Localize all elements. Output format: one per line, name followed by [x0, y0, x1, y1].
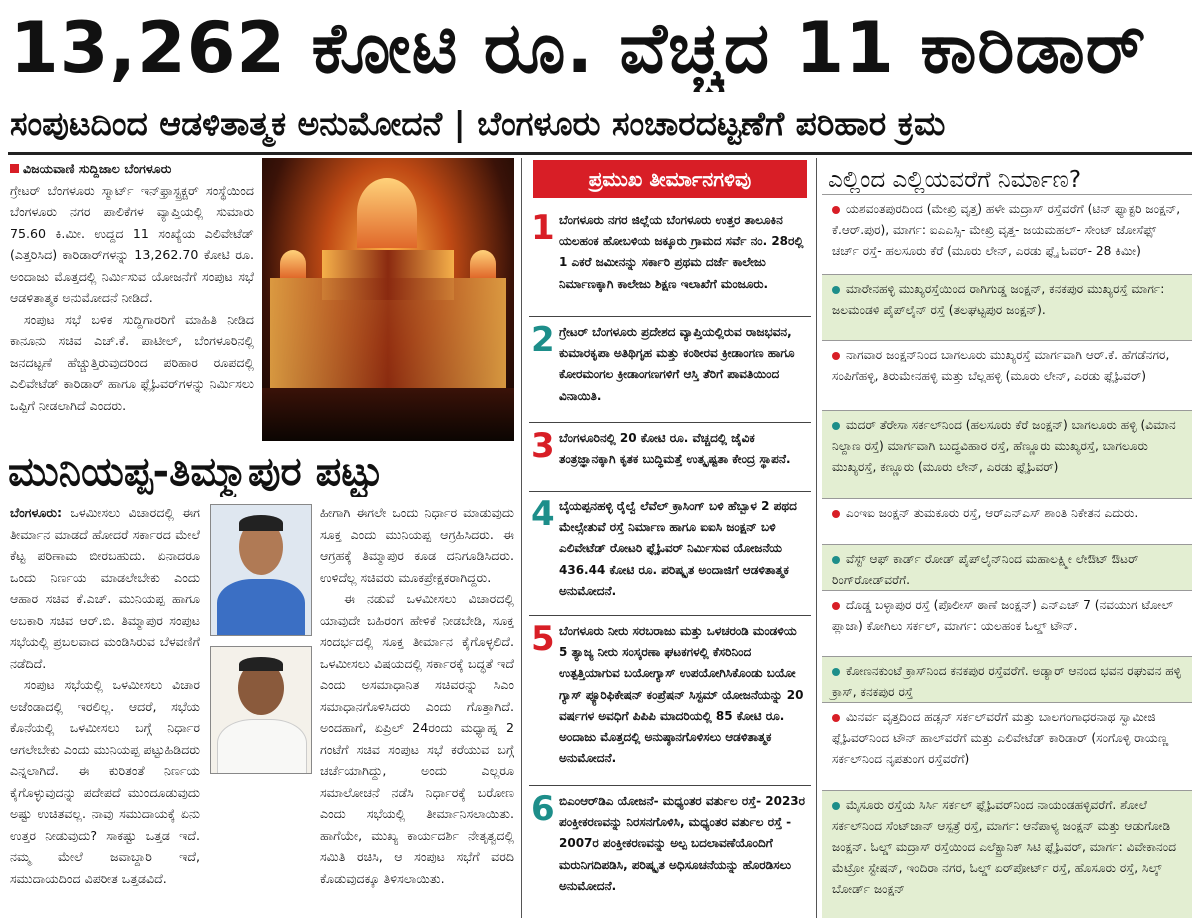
timmapur-portrait	[210, 646, 312, 774]
story2-col2-text: ಹೀಗಾಗಿ ಈಗಲೇ ಒಂದು ನಿರ್ಧಾರ ಮಾಡುವುದು ಸೂಕ್ತ ಎಂದು ಮುನಿಯಪ್ಪ ಆಗ್ರಹಿಸಿದರು. ಈ ಆಗ್ರಹಕ್ಕೆ ತಿಮ್ಮಾಪುರ ಕೂಡ ದನಿಗೂಡಿಸಿದರು. ಉಳಿದೆಲ್ಲ ಸಚಿವರು ಮೂಕಪ್ರೇಕ್ಷಕರಾಗಿದ್ದರು.	[320, 505, 514, 585]
corridor-text: ಯಶವಂತಪುರದಿಂದ (ಮೇಖ್ರಿ ವೃತ್ತ) ಹಳೇ ಮದ್ರಾಸ್ ರಸ್ತೆವರೆಗೆ (ಟಿನ್ ಫ್ಯಾಕ್ಟರಿ ಜಂಕ್ಷನ್, ಕೆ.ಆರ್.ಪುರ), ಮಾರ್ಗ: ಐಎಎಸ್ಸಿ- ಮೇಖ್ರಿ ವೃತ್ತ- ಜಯಮಹಲ್- ಸೇಂಟ್ ಜೋಸೆಫ್ಸ್ ಚರ್ಚ್ ರಸ್ತೆ- ಹಲಸೂರು ಕೆರೆ (ಮೂರು ಲೇನ್, ಎರಡು ಫ್ಲೈ ಓವರ್- 28 ಕಿಮೀ)	[832, 202, 1181, 258]
corridor-item	[822, 656, 1192, 702]
corridor-text: ಎಂಇಐ ಜಂಕ್ಷನ್ ತುಮಕೂರು ರಸ್ತೆ, ಆರ್‌ಎನ್‌ಎಸ್ ಶಾಂತಿ ನಿಕೇತನ ಎದುರು.	[846, 506, 1139, 520]
decision-number: 2	[531, 320, 555, 360]
story2-col2b-text: ಈ ನಡುವೆ ಒಳಮೀಸಲು ವಿಚಾರದಲ್ಲಿ ಯಾವುದೇ ಬಹಿರಂಗ ಹೇಳಿಕೆ ನೀಡಬೇಡಿ, ಸೂಕ್ತ ಸಂದರ್ಭದಲ್ಲಿ ಸೂಕ್ತ ತೀರ್ಮಾನ ಕೈಗೊಳ್ಳಲಿದೆ. ಒಳಮೀಸಲು ವಿಷಯದಲ್ಲಿ ಸರ್ಕಾರಕ್ಕೆ ಬದ್ಧತೆ ಇದೆ ಎಂದು ಅಸಮಾಧಾನಿತ ಸಚಿವರನ್ನು ಸಿಎಂ ಸಮಾಧಾನಗೊಳಿಸಿದರು ಎಂದು ಗೊತ್ತಾಗಿದೆ. ಅಂದಹಾಗೆ, ಏಪ್ರಿಲ್ 24ರಂದು ಮಧ್ಯಾಹ್ನ 2 ಗಂಟೆಗೆ ಸಚಿವ ಸಂಪುಟ ಸಭೆ ಕರೆಯುವ ಬಗ್ಗೆ ಚರ್ಚೆಯಾಗಿದ್ದು, ಅಂದು ಎಲ್ಲರೂ ಸಮಾಲೋಚನೆ ನಡೆಸಿ ನಿರ್ಧಾರಕ್ಕೆ ಬರೋಣ ಎಂದು ಸಭೆಯಲ್ಲಿ ತೀರ್ಮಾನಿಸಲಾಯಿತು. ಹಾಗೆಯೇ, ಮುಖ್ಯ ಕಾರ್ಯದರ್ಶಿ ನೇತೃತ್ವದಲ್ಲಿ ಸಮಿತಿ ರಚಿಸಿ, ಆ ಸಂಪುಟ ಸಭೆಗೆ ವರದಿ ಕೊಡುವುದಕ್ಕೂ ತಿಳಿಸಲಾಯಿತು.	[320, 591, 514, 886]
decision-item	[529, 789, 811, 917]
decision-number: 4	[531, 494, 555, 534]
column-rule	[521, 158, 522, 918]
decision-text: ಬೆಂಗಳೂರು ನಗರ ಜಿಲ್ಲೆಯ ಬೆಂಗಳೂರು ಉತ್ತರ ತಾಲೂಕಿನ ಯಲಹಂಕ ಹೋಬಳಿಯ ಜಕ್ಕೂರು ಗ್ರಾಮದ ಸರ್ವೆ ನಂ. 28ರಲ್ಲಿ 1 ಎಕರೆ ಜಮೀನನ್ನು ಸರ್ಕಾರಿ ಪ್ರಥಮ ದರ್ಜೆ ಕಾಲೇಜು ನಿರ್ಮಾಣಕ್ಕಾಗಿ ಕಾಲೇಜು ಶಿಕ್ಷಣ ಇಲಾಖೆಗೆ ಮಂಜೂರು.	[559, 213, 804, 291]
bullet-icon	[832, 352, 840, 360]
decision-item	[529, 208, 811, 318]
decision-number: 3	[531, 426, 555, 466]
separator	[529, 316, 811, 317]
decision-item	[529, 494, 811, 614]
corridor-text: ಮದರ್ ತೆರೇಸಾ ಸರ್ಕಲ್‌ನಿಂದ (ಹಲಸೂರು ಕೆರೆ ಜಂಕ್ಷನ್) ಬಾಗಲೂರು ಹಳ್ಳಿ (ವಿಮಾನ ನಿಲ್ದಾಣ ರಸ್ತೆ) ಮಾರ್ಗವಾಗಿ ಬುದ್ಧವಿಹಾರ ರಸ್ತೆ, ಹೆಣ್ಣೂರು ಮುಖ್ಯರಸ್ತೆ, ಬಾಗಲೂರು ಮುಖ್ಯರಸ್ತೆ, ಕಣ್ಣೂರು (ಮೂರು ಲೇನ್, ಎರಡು ಫ್ಲೈಓವರ್)	[832, 418, 1176, 474]
corridor-item	[822, 544, 1192, 590]
decision-text: ಬೈಯಪ್ಪನಹಳ್ಳಿ ರೈಲ್ವೆ ಲೆವೆಲ್ ಕ್ರಾಸಿಂಗ್ ಬಳಿ ಹೆಬ್ಬಾಳ 2 ಪಥದ ಮೇಲ್ಸೇತುವೆ ರಸ್ತೆ ನಿರ್ಮಾಣ ಹಾಗೂ ಐಐಸಿ ಜಂಕ್ಷನ್ ಬಳಿ ಎಲಿವೇಟೆಡ್ ರೋಟರಿ ಫ್ಲೈಓವರ್ ನಿರ್ಮಿಸುವ ಯೋಜನೆಯ 436.44 ಕೋಟಿ ರೂ. ಪರಿಷ್ಕೃತ ಅಂದಾಜಿಗೆ ಆಡಳಿತಾತ್ಮಕ ಅನುಮೋದನೆ.	[559, 499, 797, 598]
decision-number: 6	[531, 789, 555, 829]
story2-byline: ಬೆಂಗಳೂರು:	[10, 505, 63, 520]
story2-col1	[10, 502, 200, 916]
story2-title: ಮುನಿಯಪ್ಪ-ತಿಮ್ಮಾಪುರ ಪಟ್ಟು	[8, 449, 383, 495]
corridor-item	[822, 274, 1192, 340]
column-rule	[816, 158, 817, 918]
story2-col2	[320, 502, 514, 916]
bullet-icon	[832, 206, 840, 214]
corridor-item	[822, 790, 1192, 918]
corridor-text: ವೆಸ್ಟ್ ಆಫ್ ಕಾರ್ಡ್ ರೋಡ್ ಪೈಪ್‌ಲೈನ್‌ನಿಂದ ಮಹಾಲಕ್ಷ್ಮೀ ಲೇಔಟ್ ಔಟರ್ ರಿಂಗ್‌ರೋಡ್‌ವರೆಗೆ.	[832, 552, 1139, 587]
corridor-item	[822, 340, 1192, 410]
separator	[529, 422, 811, 423]
decision-text: ಬೆಂಗಳೂರಿನಲ್ಲಿ 20 ಕೋಟಿ ರೂ. ವೆಚ್ಚದಲ್ಲಿ ಜೈವಿಕ ತಂತ್ರಜ್ಞಾನಕ್ಕಾಗಿ ಕೃತಕ ಬುದ್ಧಿಮತ್ತೆ ಉತ್ಕೃಷ್ಟತಾ ಕೇಂದ್ರ ಸ್ಥಾಪನೆ.	[559, 431, 791, 467]
divider	[8, 152, 1192, 155]
lead-story	[10, 158, 254, 444]
corridor-text: ಮೈಸೂರು ರಸ್ತೆಯ ಸಿರ್ಸಿ ಸರ್ಕಲ್ ಫ್ಲೈಓವರ್‌ನಿಂದ ನಾಯಂಡಹಳ್ಳಿವರೆಗೆ. ಶೋಲೆ ಸರ್ಕಲ್‌ನಿಂದ ಸೆಂಟ್‌ಜಾನ್ ಆಸ್ಪತ್ರೆ ರಸ್ತೆ, ಮಾರ್ಗ: ಆನೆಪಾಳ್ಯ ಜಂಕ್ಷನ್ ಮತ್ತು ಆಡುಗೋಡಿ ಜಂಕ್ಷನ್. ಓಲ್ಡ್ ಮದ್ರಾಸ್ ರಸ್ತೆಯಿಂದ ಎಲೆಕ್ಟ್ರಾನಿಕ್ ಸಿಟಿ ಫ್ಲೈಓವರ್, ಮಾರ್ಗ: ವಿವೇಕಾನಂದ ಮೆಟ್ರೋ ಸ್ಟೇಷನ್, ಇಂದಿರಾ ನಗರ, ಓಲ್ಡ್ ಏರ್‌ಪೋರ್ಟ್ ರಸ್ತೆ, ಹೊಸೂರು ರಸ್ತೆ, ಸಿಲ್ಕ್ ಬೋರ್ಡ್ ಜಂಕ್ಷನ್	[832, 798, 1177, 896]
bullet-icon	[832, 510, 840, 518]
corridor-text: ಮಾರೇನಹಳ್ಳಿ ಮುಖ್ಯರಸ್ತೆಯಿಂದ ರಾಗಿಗುಡ್ಡ ಜಂಕ್ಷನ್, ಕನಕಪುರ ಮುಖ್ಯರಸ್ತೆ ಮಾರ್ಗ: ಜಲಮಂಡಳಿ ಪೈಪ್‌ಲೈನ್ ರಸ್ತೆ (ತಲಘಟ್ಟಪುರ ಜಂಕ್ಷನ್).	[832, 282, 1165, 317]
headline: 13,262 ಕೋಟಿ ರೂ. ವೆಚ್ಚದ 11 ಕಾರಿಡಾರ್	[10, 7, 1147, 89]
decision-number: 5	[531, 619, 555, 659]
decision-text: ಬೆಂಗಳೂರು ನೀರು ಸರಬರಾಜು ಮತ್ತು ಒಳಚರಂಡಿ ಮಂಡಳಿಯ 5 ತ್ಯಾಜ್ಯ ನೀರು ಸಂಸ್ಕರಣಾ ಘಟಕಗಳಲ್ಲಿ ಕೆಸರಿನಿಂದ ಉತ್ಪತ್ತಿಯಾಗುವ ಬಯೋಗ್ಯಾಸ್ ಉಪಯೋಗಿಸಿಕೊಂಡು ಬಯೋ ಗ್ಯಾಸ್ ಪ್ಯೂರಿಫಿಕೇಷನ್ ಕಂಪ್ರೆಷನ್ ಸಿಸ್ಟಮ್ ಯೋಜನೆಯನ್ನು 20 ವರ್ಷಗಳ ಅವಧಿಗೆ ಪಿಪಿಪಿ ಮಾದರಿಯಲ್ಲಿ 85 ಕೋಟಿ ರೂ. ಅಂದಾಜು ಮೊತ್ತದಲ್ಲಿ ಅನುಷ್ಠಾನಗೊಳಿಸಲು ಆಡಳಿತಾತ್ಮಕ ಅನುಮೋದನೆ.	[559, 624, 804, 766]
corridor-text: ದೊಡ್ಡ ಬಳ್ಳಾಪುರ ರಸ್ತೆ (ಪೊಲೀಸ್ ಠಾಣೆ ಜಂಕ್ಷನ್) ಎನ್‌ಎಚ್ 7 (ನವಯುಗ ಟೋಲ್ ಪ್ಲಾಜಾ) ಕೋಗಿಲು ಸರ್ಕಲ್, ಮಾರ್ಗ: ಯಲಹಂಕ ಓಲ್ಡ್ ಟೌನ್.	[832, 598, 1174, 633]
corridor-item	[822, 702, 1192, 790]
corridors-title: ಎಲ್ಲಿಂದ ಎಲ್ಲಿಯವರೆಗೆ ನಿರ್ಮಾಣ?	[828, 167, 1082, 193]
story2-col1-text: ಒಳಮೀಸಲು ವಿಚಾರದಲ್ಲಿ ಈಗ ತೀರ್ಮಾನ ಮಾಡದೆ ಹೋದರೆ ಸರ್ಕಾರದ ಮೇಲೆ ಕೆಟ್ಟ ಪರಿಣಾಮ ಬೀರಬಹುದು. ಏನಾದರೂ ಒಂದು ನಿರ್ಣಯ ಮಾಡಲೇಬೇಕು ಎಂದು ಆಹಾರ ಸಚಿವ ಕೆ.ಎಚ್. ಮುನಿಯಪ್ಪ ಹಾಗೂ ಅಬಕಾರಿ ಸಚಿವ ಆರ್.ಬಿ. ತಿಮ್ಮಾಪುರ ಸಂಪುಟ ಸಭೆಯಲ್ಲಿ ಪ್ರಬಲವಾದ ಮಂಡಿಸಿರುವ ಬೆಳವಣಿಗೆ ನಡೆದಿದೆ.	[10, 505, 200, 671]
square-icon	[10, 164, 19, 173]
corridor-item	[822, 194, 1192, 274]
separator	[529, 785, 811, 786]
lead-paragraph-1: ಗ್ರೇಟರ್ ಬೆಂಗಳೂರು ಸ್ಮಾರ್ಟ್ ಇನ್‌ಫ್ರಾಸ್ಟ್ರಕ್ಚರ್ ಸಂಸ್ಥೆಯಿಂದ ಬೆಂಗಳೂರು ನಗರ ಪಾಲಿಕೆಗಳ ವ್ಯಾಪ್ತಿಯಲ್ಲಿ ಸುಮಾರು 75.60 ಕಿ.ಮೀ. ಉದ್ದದ 11 ಸಂಖ್ಯೆಯ ಎಲಿವೇಟೆಡ್ (ಎತ್ತರಿಸಿದ) ಕಾರಿಡಾರ್‌ಗಳನ್ನು 13,262.70 ಕೋಟಿ ರೂ. ಅಂದಾಜು ಮೊತ್ತದಲ್ಲಿ ನಿರ್ಮಿಸುವ ಯೋಜನೆಗೆ ಸಂಪುಟ ಸಭೆ ಆಡಳಿತಾತ್ಮಕ ಅನುಮೋದನೆ ನೀಡಿದೆ.	[10, 182, 254, 305]
byline: ವಿಜಯವಾಣಿ ಸುದ್ದಿಜಾಲ ಬೆಂಗಳೂರು	[23, 161, 172, 176]
bullet-icon	[832, 802, 840, 810]
bullet-icon	[832, 602, 840, 610]
decision-item	[529, 320, 811, 420]
decision-text: ಗ್ರೇಟರ್ ಬೆಂಗಳೂರು ಪ್ರದೇಶದ ವ್ಯಾಪ್ತಿಯಲ್ಲಿರುವ ರಾಜಭವನ, ಕುಮಾರಕೃಪಾ ಅತಿಥಿಗೃಹ ಮತ್ತು ಕಂಠೀರವ ಕ್ರೀಡಾಂಗಣ ಹಾಗೂ ಕೋರಮಂಗಲ ಕ್ರೀಡಾಂಗಣಗಳಿಗೆ ಆಸ್ತಿ ತೆರಿಗೆ ಪಾವತಿಯಿಂದ ವಿನಾಯಿತಿ.	[559, 325, 795, 403]
corridor-item	[822, 590, 1192, 656]
decision-number: 1	[531, 208, 555, 248]
muniyappa-portrait	[210, 504, 312, 636]
subheadline: ಸಂಪುಟದಿಂದ ಆಡಳಿತಾತ್ಮಕ ಅನುಮೋದನೆ | ಬೆಂಗಳೂರು ಸಂಚಾರದಟ್ಟಣೆಗೆ ಪರಿಹಾರ ಕ್ರಮ	[10, 104, 946, 143]
decision-item	[529, 426, 811, 492]
separator	[529, 615, 811, 616]
story2-col1b-text: ಸಂಪುಟ ಸಭೆಯಲ್ಲಿ ಒಳಮೀಸಲು ವಿಚಾರ ಅಜೆಂಡಾದಲ್ಲಿ ಇರಲಿಲ್ಲ. ಆದರೆ, ಸಭೆಯ ಕೊನೆಯಲ್ಲಿ ಒಳಮೀಸಲು ಬಗ್ಗೆ ನಿರ್ಧಾರ ಆಗಲೇಬೇಕು ಎಂದು ಮುನಿಯಪ್ಪ ಪಟ್ಟುಹಿಡಿದರು ಎನ್ನಲಾಗಿದೆ. ಈ ಕುರಿತಂತೆ ನಿರ್ಣಯ ಕೈಗೊಳ್ಳುವುದನ್ನು ಪದೇಪದೆ ಮುಂದೂಡುವುದು ಅಷ್ಟು ಉಚಿತವಲ್ಲ. ನಾವು ಸಮುದಾಯಕ್ಕೆ ಏನು ಉತ್ತರ ನೀಡುವುದು? ಸಾಕಷ್ಟು ಒತ್ತಡ ಇದೆ. ನಮ್ಮ ಮೇಲೆ ಜವಾಬ್ದಾರಿ ಇದೆ, ಸಮುದಾಯದಿಂದ ವಿಪರೀತ ಒತ್ತಡವಿದೆ.	[10, 677, 200, 886]
corridor-text: ಕೋಣನಕುಂಟೆ ಕ್ರಾಸ್‌ನಿಂದ ಕನಕಪುರ ರಸ್ತೆವರೆಗೆ. ಅಡ್ಯಾರ್ ಆನಂದ ಭವನ ರಘುವನ ಹಳ್ಳಿ ಕ್ರಾಸ್, ಕನಕಪುರ ರಸ್ತೆ	[832, 664, 1182, 699]
decision-text: ಬಿಎಂಆರ್‌ಡಿಎ ಯೋಜನೆ- ಮಧ್ಯಂತರ ವರ್ತುಲ ರಸ್ತೆ- 2023ರ ಪಂಕ್ತೀಕರಣವನ್ನು ನಿರಸನಗೊಳಿಸಿ, ಮಧ್ಯಂತರ ವರ್ತುಲ ರಸ್ತೆ - 2007ರ ಪಂಕ್ತೀಕರಣವನ್ನು ಅಲ್ಪ ಬದಲಾವಣೆಯೊಂದಿಗೆ ಮರುನಿಗದಿಪಡಿಸಿ, ಪರಿಷ್ಕೃತ ಅಧಿಸೂಚನೆಯನ್ನು ಹೊರಡಿಸಲು ಅನುಮೋದನೆ.	[559, 794, 806, 893]
separator	[529, 491, 811, 492]
corridor-text: ಮಿನರ್ವ ವೃತ್ತದಿಂದ ಹಡ್ಸನ್ ಸರ್ಕಲ್‌ವರೆಗೆ ಮತ್ತು ಬಾಲಗಂಗಾಧರನಾಥ ಸ್ವಾಮೀಜಿ ಫ್ಲೈಓವರ್‌ನಿಂದ ಟೌನ್ ಹಾಲ್‌ವರೆಗೆ ಮತ್ತು ಎಲಿವೇಟೆಡ್ ಕಾರಿಡಾರ್ (ಸಂಗೊಳ್ಳಿ ರಾಯಣ್ಣ ಸರ್ಕಲ್‌ನಿಂದ ನೃಪತುಂಗ ರಸ್ತೆವರೆಗೆ)	[832, 710, 1169, 766]
bullet-icon	[832, 286, 840, 294]
corridor-item	[822, 410, 1192, 498]
corridor-item	[822, 498, 1192, 544]
decision-item	[529, 619, 811, 784]
lead-paragraph-2: ಸಂಪುಟ ಸಭೆ ಬಳಿಕ ಸುದ್ದಿಗಾರರಿಗೆ ಮಾಹಿತಿ ನೀಡಿದ ಕಾನೂನು ಸಚಿವ ಎಚ್.ಕೆ. ಪಾಟೀಲ್, ಬೆಂಗಳೂರಿನಲ್ಲಿ ಜನದಟ್ಟಣೆ ಹೆಚ್ಚುತ್ತಿರುವುದರಿಂದ ಪರಿಹಾರ ರೂಪದಲ್ಲಿ ಎಲಿವೇಟೆಡ್ ಕಾರಿಡಾರ್ ಹಾಗೂ ಫ್ಲೈಓವರ್‌ಗಳನ್ನು ನಿರ್ಮಿಸಲು ಒಪ್ಪಿಗೆ ನೀಡಲಾಗಿದೆ ಎಂದರು.	[10, 311, 254, 413]
lead-byline	[10, 158, 254, 180]
bullet-icon	[832, 714, 840, 722]
bullet-icon	[832, 668, 840, 676]
corridor-text: ನಾಗವಾರ ಜಂಕ್ಷನ್‌ನಿಂದ ಬಾಗಲೂರು ಮುಖ್ಯರಸ್ತೆ ಮಾರ್ಗವಾಗಿ ಆರ್.ಕೆ. ಹೆಗಡೆನಗರ, ಸಂಪಿಗೆಹಳ್ಳಿ, ತಿರುಮೇನಹಳ್ಳಿ ಮತ್ತು ಬೆಲ್ಲಹಳ್ಳಿ (ಮೂರು ಲೇನ್, ಎರಡು ಫ್ಲೈಓವರ್)	[832, 348, 1170, 383]
bullet-icon	[832, 556, 840, 564]
decisions-title: ಪ್ರಮುಖ ತೀರ್ಮಾನಗಳಿವು	[533, 160, 807, 198]
bullet-icon	[832, 422, 840, 430]
vidhana-soudha-photo	[262, 158, 514, 441]
